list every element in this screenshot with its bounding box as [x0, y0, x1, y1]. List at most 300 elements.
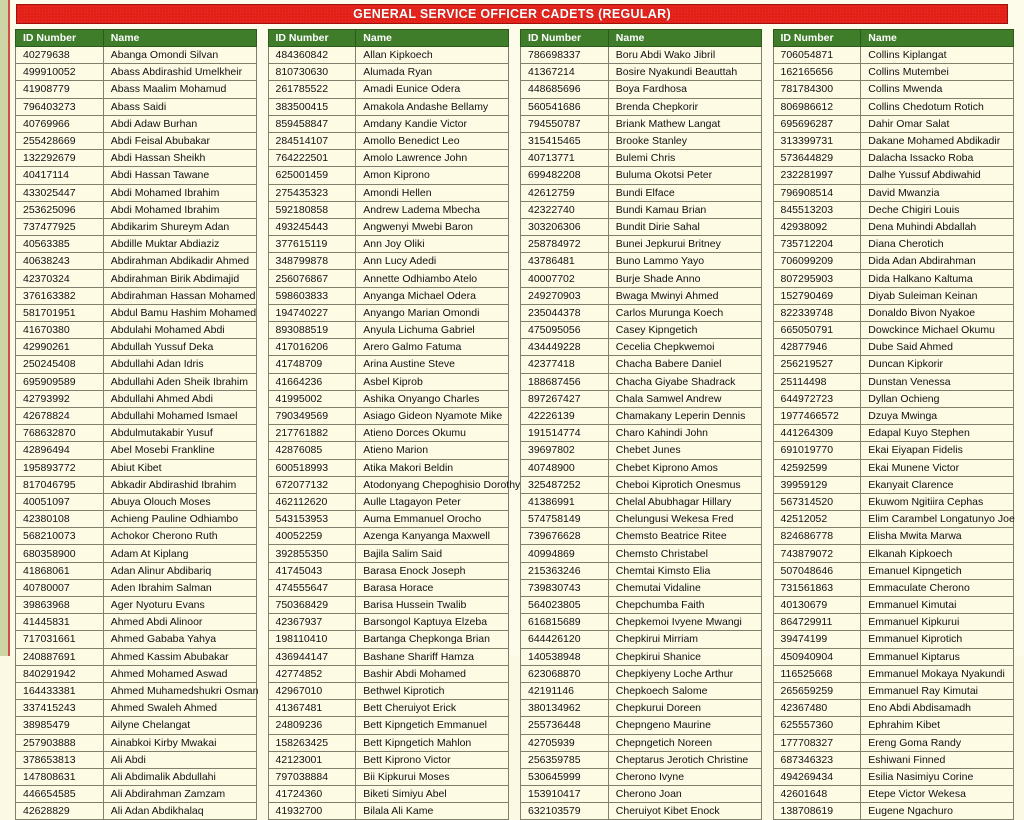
- cell-name: Anyula Lichuma Gabriel: [356, 322, 509, 339]
- cell-name: Ahmed Muhamedshukri Osman: [103, 682, 256, 699]
- cell-id-number: 41908779: [16, 81, 104, 98]
- cell-id-number: 217761882: [268, 425, 356, 442]
- table-row: [521, 648, 762, 665]
- cell-id-number: 40780007: [16, 579, 104, 596]
- cell-name: Ekanyait Clarence: [861, 476, 1014, 493]
- cell-name: Allan Kipkoech: [356, 47, 509, 64]
- cell-id-number: 40279638: [16, 47, 104, 64]
- cell-name: Cheboi Kiprotich Onesmus: [608, 476, 761, 493]
- table-row: [521, 390, 762, 407]
- cell-name: Abdulmutakabir Yusuf: [103, 425, 256, 442]
- cell-id-number: 824686778: [773, 528, 861, 545]
- column-header-name: Name: [356, 30, 509, 47]
- table-row: [773, 751, 1014, 768]
- cell-name: Dzuya Mwinga: [861, 407, 1014, 424]
- cell-name: Bii Kipkurui Moses: [356, 768, 509, 785]
- cell-name: Ahmed Kassim Abubakar: [103, 648, 256, 665]
- cell-name: Collins Mwenda: [861, 81, 1014, 98]
- cell-id-number: 743879072: [773, 545, 861, 562]
- table-row: [521, 442, 762, 459]
- cell-id-number: 494269434: [773, 768, 861, 785]
- cell-id-number: 313399731: [773, 132, 861, 149]
- table-row: [521, 287, 762, 304]
- table-row: [268, 425, 509, 442]
- cell-name: Ali Adan Abdikhalaq: [103, 803, 256, 820]
- cell-name: Abass Maalim Mohamud: [103, 81, 256, 98]
- cell-name: Ager Nyoturu Evans: [103, 597, 256, 614]
- table-row: [773, 47, 1014, 64]
- column-header-name: Name: [103, 30, 256, 47]
- cell-id-number: 116525668: [773, 665, 861, 682]
- cell-id-number: 796403273: [16, 98, 104, 115]
- table-body: [268, 47, 521, 820]
- table-row: [773, 339, 1014, 356]
- table-row: [773, 476, 1014, 493]
- cell-name: Bett Cheruiyot Erick: [356, 700, 509, 717]
- cell-name: Ainabkoi Kirby Mwakai: [103, 734, 256, 751]
- cell-name: Emmanuel Mokaya Nyakundi: [861, 665, 1014, 682]
- cell-id-number: 147808631: [16, 768, 104, 785]
- table-row: [773, 700, 1014, 717]
- table-row: [521, 579, 762, 596]
- table-row: [521, 115, 762, 132]
- table-row: [16, 115, 257, 132]
- cell-id-number: 284514107: [268, 132, 356, 149]
- cell-id-number: 560541686: [521, 98, 609, 115]
- table-row: [16, 648, 257, 665]
- table-row: [521, 528, 762, 545]
- cell-id-number: 39863968: [16, 597, 104, 614]
- table-row: [268, 287, 509, 304]
- table-row: [521, 270, 762, 287]
- cell-id-number: 42367480: [773, 700, 861, 717]
- cell-name: Abel Mosebi Frankline: [103, 442, 256, 459]
- cell-id-number: 42967010: [268, 682, 356, 699]
- cell-id-number: 42592599: [773, 459, 861, 476]
- cell-name: Eugene Ngachuro: [861, 803, 1014, 820]
- cell-id-number: 153910417: [521, 786, 609, 803]
- table-row: [268, 545, 509, 562]
- table-row: [773, 236, 1014, 253]
- cell-id-number: 543153953: [268, 511, 356, 528]
- cell-name: Abass Saidi: [103, 98, 256, 115]
- cell-id-number: 699482208: [521, 167, 609, 184]
- cell-name: Emanuel Kipngetich: [861, 562, 1014, 579]
- cell-id-number: 822339748: [773, 304, 861, 321]
- table-row: [773, 786, 1014, 803]
- cell-id-number: 680358900: [16, 545, 104, 562]
- cell-id-number: 138708619: [773, 803, 861, 820]
- cell-name: Cherono Ivyne: [608, 768, 761, 785]
- cell-name: Atieno Dorces Okumu: [356, 425, 509, 442]
- cell-name: Abdullahi Mohamed Ismael: [103, 407, 256, 424]
- table-row: [521, 132, 762, 149]
- table-row: [521, 511, 762, 528]
- cell-name: Bashane Shariff Hamza: [356, 648, 509, 665]
- cell-id-number: 42377418: [521, 356, 609, 373]
- cell-id-number: 39959129: [773, 476, 861, 493]
- table-row: [268, 98, 509, 115]
- cell-id-number: 40563385: [16, 236, 104, 253]
- cell-id-number: 739676628: [521, 528, 609, 545]
- page-title-banner: [16, 4, 1008, 24]
- cell-name: Biketi Simiyu Abel: [356, 786, 509, 803]
- cell-id-number: 441264309: [773, 425, 861, 442]
- table-row: [16, 511, 257, 528]
- table-row: [773, 201, 1014, 218]
- cell-id-number: 39474199: [773, 631, 861, 648]
- cell-name: Cecelia Chepkwemoi: [608, 339, 761, 356]
- cell-name: Etepe Victor Wekesa: [861, 786, 1014, 803]
- table-row: [268, 528, 509, 545]
- cell-name: Brooke Stanley: [608, 132, 761, 149]
- cell-name: Bajila Salim Said: [356, 545, 509, 562]
- cell-name: Eno Abdi Abdisamadh: [861, 700, 1014, 717]
- table-row: [16, 476, 257, 493]
- cell-name: Emmanuel Kiptarus: [861, 648, 1014, 665]
- cell-name: Ahmed Abdi Alinoor: [103, 614, 256, 631]
- cell-id-number: 840291942: [16, 665, 104, 682]
- cell-id-number: 41445831: [16, 614, 104, 631]
- cell-name: Chacha Babere Daniel: [608, 356, 761, 373]
- cell-name: Buluma Okotsi Peter: [608, 167, 761, 184]
- cell-id-number: 42990261: [16, 339, 104, 356]
- cell-name: Ann Joy Oliki: [356, 236, 509, 253]
- table-row: [16, 236, 257, 253]
- table-row: [268, 614, 509, 631]
- table-row: [773, 768, 1014, 785]
- cell-name: Chemtai Kimsto Elia: [608, 562, 761, 579]
- cell-name: Abdi Mohamed Ibrahim: [103, 201, 256, 218]
- table-row: [521, 98, 762, 115]
- table-row: [268, 631, 509, 648]
- cell-name: David Mwanzia: [861, 184, 1014, 201]
- cell-name: Carlos Murunga Koech: [608, 304, 761, 321]
- cell-name: Chepkirui Mirriam: [608, 631, 761, 648]
- cell-name: Bunei Jepkurui Britney: [608, 236, 761, 253]
- cell-name: Emmanuel Kiprotich: [861, 631, 1014, 648]
- cell-id-number: 598603833: [268, 287, 356, 304]
- cell-id-number: 42226139: [521, 407, 609, 424]
- table-row: [773, 442, 1014, 459]
- cell-id-number: 42123001: [268, 751, 356, 768]
- cell-name: Eshiwani Finned: [861, 751, 1014, 768]
- cell-id-number: 764222501: [268, 150, 356, 167]
- table-row: [16, 751, 257, 768]
- cell-name: Esilia Nasimiyu Corine: [861, 768, 1014, 785]
- cell-id-number: 256219527: [773, 356, 861, 373]
- cell-name: Chepkiyeny Loche Arthur: [608, 665, 761, 682]
- table-row: [268, 407, 509, 424]
- cell-name: Bett Kipngetich Emmanuel: [356, 717, 509, 734]
- cell-id-number: 731561863: [773, 579, 861, 596]
- table-row: [268, 562, 509, 579]
- column-header-name: Name: [608, 30, 761, 47]
- table-header: [268, 30, 509, 47]
- header-row: [268, 30, 509, 47]
- cell-name: Asiago Gideon Nyamote Mike: [356, 407, 509, 424]
- cell-name: Amadi Eunice Odera: [356, 81, 509, 98]
- cell-id-number: 672077132: [268, 476, 356, 493]
- cell-id-number: 376163382: [16, 287, 104, 304]
- cell-id-number: 433025447: [16, 184, 104, 201]
- table-row: [16, 98, 257, 115]
- table-row: [16, 304, 257, 321]
- cell-name: Deche Chigiri Louis: [861, 201, 1014, 218]
- cell-id-number: 797038884: [268, 768, 356, 785]
- cell-id-number: 232281997: [773, 167, 861, 184]
- cell-name: Chepngetich Noreen: [608, 734, 761, 751]
- cell-name: Ali Abdi: [103, 751, 256, 768]
- cell-name: Elisha Mwita Marwa: [861, 528, 1014, 545]
- table-row: [773, 150, 1014, 167]
- column-header-id-number: ID Number: [521, 30, 609, 47]
- cell-name: Alumada Ryan: [356, 64, 509, 81]
- table-row: [16, 734, 257, 751]
- cell-name: Abdi Mohamed Ibrahim: [103, 184, 256, 201]
- cell-id-number: 810730630: [268, 64, 356, 81]
- cell-id-number: 255428669: [16, 132, 104, 149]
- cell-name: Diana Cherotich: [861, 236, 1014, 253]
- cell-name: Atodonyang Chepoghisio Dorothy: [356, 476, 509, 493]
- cell-id-number: 42678824: [16, 407, 104, 424]
- cell-id-number: 568210073: [16, 528, 104, 545]
- table-row: [521, 407, 762, 424]
- table-row: [16, 545, 257, 562]
- cell-name: Emmaculate Cherono: [861, 579, 1014, 596]
- table-row: [521, 768, 762, 785]
- cell-id-number: 348799878: [268, 253, 356, 270]
- table-row: [16, 682, 257, 699]
- cell-name: Brenda Chepkorir: [608, 98, 761, 115]
- cell-id-number: 42774852: [268, 665, 356, 682]
- cell-id-number: 42876085: [268, 442, 356, 459]
- cell-name: Abkadir Abdirashid Ibrahim: [103, 476, 256, 493]
- cell-id-number: 42628829: [16, 803, 104, 820]
- cell-id-number: 39697802: [521, 442, 609, 459]
- cell-name: Chemutai Vidaline: [608, 579, 761, 596]
- cell-name: Cherono Joan: [608, 786, 761, 803]
- cell-id-number: 275435323: [268, 184, 356, 201]
- table-row: [521, 700, 762, 717]
- cell-name: Ekai Munene Victor: [861, 459, 1014, 476]
- table-row: [268, 253, 509, 270]
- table-row: [521, 81, 762, 98]
- cell-name: Bett Kiprono Victor: [356, 751, 509, 768]
- table-row: [521, 614, 762, 631]
- table-row: [16, 184, 257, 201]
- cell-name: Bethwel Kiprotich: [356, 682, 509, 699]
- cell-id-number: 41386991: [521, 493, 609, 510]
- cell-id-number: 817046795: [16, 476, 104, 493]
- cell-id-number: 42938092: [773, 218, 861, 235]
- cell-name: Chepchumba Faith: [608, 597, 761, 614]
- table-row: [268, 150, 509, 167]
- table-row: [773, 64, 1014, 81]
- table-row: [16, 786, 257, 803]
- cell-name: Abdulahi Mohamed Abdi: [103, 322, 256, 339]
- cell-id-number: 40994869: [521, 545, 609, 562]
- table-row: [268, 47, 509, 64]
- table-row: [16, 287, 257, 304]
- cell-id-number: 42601648: [773, 786, 861, 803]
- cell-id-number: 794550787: [521, 115, 609, 132]
- table-row: [773, 132, 1014, 149]
- table-row: [268, 270, 509, 287]
- cell-name: Achieng Pauline Odhiambo: [103, 511, 256, 528]
- table-row: [773, 81, 1014, 98]
- cell-id-number: 303206306: [521, 218, 609, 235]
- cell-name: Briank Mathew Langat: [608, 115, 761, 132]
- cell-id-number: 250245408: [16, 356, 104, 373]
- table-row: [16, 493, 257, 510]
- cell-id-number: 616815689: [521, 614, 609, 631]
- table-row: [773, 734, 1014, 751]
- table-row: [16, 150, 257, 167]
- table-row: [521, 47, 762, 64]
- table-row: [16, 803, 257, 820]
- roster-column-2: [268, 29, 521, 820]
- cell-name: Abdi Adaw Burhan: [103, 115, 256, 132]
- cell-name: Collins Chedotum Rotich: [861, 98, 1014, 115]
- cell-id-number: 790349569: [268, 407, 356, 424]
- table-row: [521, 425, 762, 442]
- cell-id-number: 325487252: [521, 476, 609, 493]
- table-row: [521, 64, 762, 81]
- cell-name: Arero Galmo Fatuma: [356, 339, 509, 356]
- table-header: [773, 30, 1014, 47]
- cell-name: Dyllan Ochieng: [861, 390, 1014, 407]
- cell-id-number: 253625096: [16, 201, 104, 218]
- cell-name: Ann Lucy Adedi: [356, 253, 509, 270]
- cell-id-number: 446654585: [16, 786, 104, 803]
- cell-id-number: 695696287: [773, 115, 861, 132]
- table-row: [268, 64, 509, 81]
- table-row: [773, 390, 1014, 407]
- cell-name: Bulemi Chris: [608, 150, 761, 167]
- cell-id-number: 786698337: [521, 47, 609, 64]
- table-row: [268, 459, 509, 476]
- cell-name: Diyab Suleiman Keinan: [861, 287, 1014, 304]
- cell-id-number: 392855350: [268, 545, 356, 562]
- cell-name: Anyango Marian Omondi: [356, 304, 509, 321]
- table-row: [268, 115, 509, 132]
- table-body: [521, 47, 762, 820]
- table-row: [773, 218, 1014, 235]
- cell-id-number: 564023805: [521, 597, 609, 614]
- table-row: [268, 597, 509, 614]
- roster-column-4: [773, 29, 1015, 820]
- cell-id-number: 845513203: [773, 201, 861, 218]
- table-row: [773, 253, 1014, 270]
- cell-id-number: 198110410: [268, 631, 356, 648]
- left-margin-olive-strip: [0, 0, 8, 656]
- table-row: [16, 579, 257, 596]
- cell-id-number: 42793992: [16, 390, 104, 407]
- cell-id-number: 706054871: [773, 47, 861, 64]
- cell-name: Chepkurui Doreen: [608, 700, 761, 717]
- table-row: [521, 682, 762, 699]
- cell-id-number: 140538948: [521, 648, 609, 665]
- table-row: [773, 579, 1014, 596]
- cell-name: Dena Muhindi Abdallah: [861, 218, 1014, 235]
- table-row: [16, 167, 257, 184]
- cell-name: Andrew Ladema Mbecha: [356, 201, 509, 218]
- roster-table: [268, 29, 521, 820]
- cell-id-number: 632103579: [521, 803, 609, 820]
- table-row: [521, 459, 762, 476]
- cell-name: Abdi Hassan Sheikh: [103, 150, 256, 167]
- cell-name: Auma Emmanuel Orocho: [356, 511, 509, 528]
- column-header-name: Name: [861, 30, 1014, 47]
- cell-id-number: 436944147: [268, 648, 356, 665]
- cell-name: Atieno Marion: [356, 442, 509, 459]
- roster-table: [15, 29, 257, 820]
- cell-name: Bashir Abdi Mohamed: [356, 665, 509, 682]
- table-row: [521, 751, 762, 768]
- table-row: [16, 201, 257, 218]
- header-row: [521, 30, 762, 47]
- cell-id-number: 644426120: [521, 631, 609, 648]
- cell-name: Dalhe Yussuf Abdiwahid: [861, 167, 1014, 184]
- table-row: [16, 339, 257, 356]
- table-row: [773, 803, 1014, 820]
- cell-id-number: 41932700: [268, 803, 356, 820]
- table-row: [16, 528, 257, 545]
- cell-id-number: 41748709: [268, 356, 356, 373]
- cell-name: Achokor Cherono Ruth: [103, 528, 256, 545]
- table-row: [268, 236, 509, 253]
- table-row: [268, 717, 509, 734]
- cell-name: Abdul Bamu Hashim Mohamed: [103, 304, 256, 321]
- table-row: [16, 768, 257, 785]
- cell-name: Abdullahi Aden Sheik Ibrahim: [103, 373, 256, 390]
- cell-id-number: 42380108: [16, 511, 104, 528]
- cell-name: Aulle Ltagayon Peter: [356, 493, 509, 510]
- table-row: [268, 304, 509, 321]
- table-row: [521, 786, 762, 803]
- roster-column-1: [15, 29, 257, 820]
- table-row: [268, 218, 509, 235]
- header-row: [773, 30, 1014, 47]
- cell-name: Anyanga Michael Odera: [356, 287, 509, 304]
- table-row: [268, 442, 509, 459]
- table-row: [773, 98, 1014, 115]
- table-row: [16, 270, 257, 287]
- table-row: [521, 597, 762, 614]
- table-row: [521, 717, 762, 734]
- table-row: [16, 665, 257, 682]
- table-row: [268, 390, 509, 407]
- table-row: [16, 459, 257, 476]
- table-body: [773, 47, 1014, 820]
- cell-id-number: 43786481: [521, 253, 609, 270]
- cell-id-number: 42612759: [521, 184, 609, 201]
- cell-id-number: 864729911: [773, 614, 861, 631]
- cell-id-number: 41995002: [268, 390, 356, 407]
- cell-id-number: 380134962: [521, 700, 609, 717]
- cell-id-number: 177708327: [773, 734, 861, 751]
- cell-name: Bundi Kamau Brian: [608, 201, 761, 218]
- cell-name: Boru Abdi Wako Jibril: [608, 47, 761, 64]
- table-row: [521, 150, 762, 167]
- table-row: [268, 201, 509, 218]
- cell-id-number: 42322740: [521, 201, 609, 218]
- table-row: [773, 407, 1014, 424]
- cell-name: Ashika Onyango Charles: [356, 390, 509, 407]
- cell-name: Dakane Mohamed Abdikadir: [861, 132, 1014, 149]
- table-row: [268, 132, 509, 149]
